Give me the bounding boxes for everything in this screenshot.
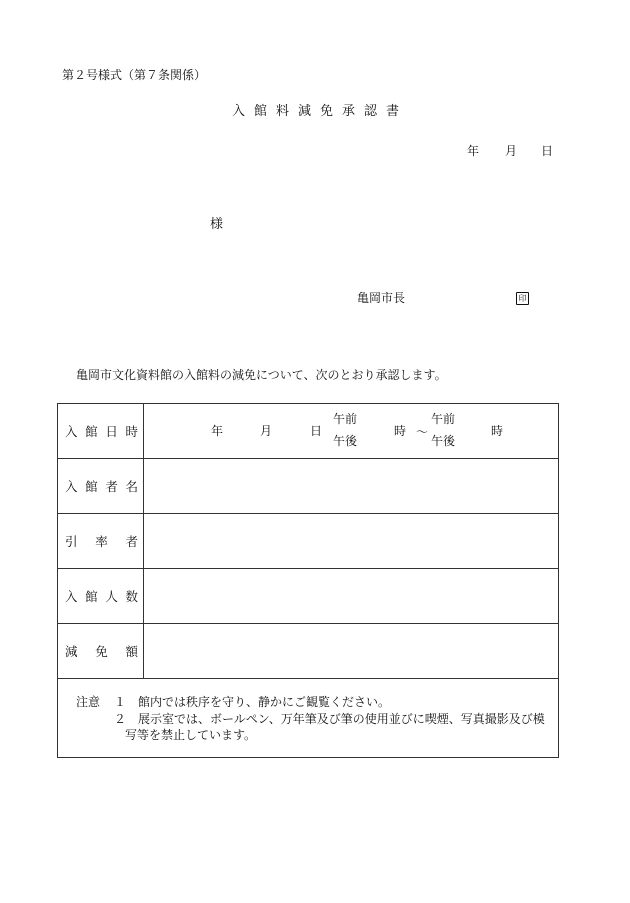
- range-tilde: ～: [416, 425, 429, 439]
- label-char: 日: [105, 424, 118, 439]
- label-char: 入: [65, 424, 78, 439]
- visit-datetime-field[interactable]: [144, 404, 559, 459]
- table-row-leader: [58, 514, 559, 569]
- approval-details-table: [57, 403, 559, 758]
- label-char: 人: [105, 589, 118, 604]
- label-char: 館: [85, 589, 98, 604]
- exemption-amount-field[interactable]: [144, 624, 559, 679]
- note-number: １: [114, 695, 127, 709]
- date-month-unit: 月: [505, 144, 518, 158]
- label-cell: [58, 624, 144, 679]
- approval-statement: 亀岡市文化資料館の入館料の減免について、次のとおり承認します。: [76, 368, 447, 382]
- label-char: 者: [125, 534, 138, 549]
- notes-cell: [58, 679, 559, 758]
- label-cell: [58, 514, 144, 569]
- label-char: 館: [85, 424, 98, 439]
- note-number: ２: [114, 712, 127, 726]
- end-pm-label: 午後: [431, 434, 456, 448]
- note-text: 館内では秩序を守り、静かにご観覧ください。: [138, 695, 391, 709]
- label-char: 数: [125, 589, 138, 604]
- label-char: 率: [95, 534, 108, 549]
- visitor-count-field[interactable]: [144, 569, 559, 624]
- label-char: 引: [65, 534, 78, 549]
- date-year-unit: 年: [467, 144, 480, 158]
- table-row-notes: [58, 679, 559, 758]
- table-row-visitor-count: [58, 569, 559, 624]
- end-am-label: 午前: [431, 412, 456, 426]
- table-row-exemption-amount: [58, 624, 559, 679]
- table-row-visit-datetime: [58, 404, 559, 459]
- label-cell: [58, 459, 144, 514]
- label-char: 入: [65, 479, 78, 494]
- day-unit: 日: [310, 424, 323, 438]
- label-char: 館: [85, 479, 98, 494]
- note-text: 展示室では、ボールペン、万年筆及び筆の使用並びに喫煙、写真撮影及び模: [138, 712, 545, 726]
- label-char: 入: [65, 589, 78, 604]
- visitor-name-field[interactable]: [144, 459, 559, 514]
- start-hour-unit: 時: [394, 424, 407, 438]
- issuer-name: 亀岡市長: [357, 291, 406, 305]
- year-unit: 年: [211, 424, 224, 438]
- table-row-visitor-name: [58, 459, 559, 514]
- label-cell: [58, 569, 144, 624]
- label-char: 額: [125, 644, 138, 659]
- note-text-continuation: 写等を禁止しています。: [125, 728, 257, 742]
- date-day-unit: 日: [541, 144, 554, 158]
- label-cell: [58, 404, 144, 459]
- document-title: 入館料減免承認書: [232, 104, 409, 119]
- recipient-honorific: 様: [210, 217, 224, 232]
- end-hour-unit: 時: [491, 424, 504, 438]
- leader-field[interactable]: [144, 514, 559, 569]
- form-number-label: 第２号様式（第７条関係）: [62, 68, 207, 82]
- seal-stamp: 印: [516, 292, 529, 305]
- notes-heading: 注意: [76, 695, 101, 709]
- label-char: 免: [95, 644, 108, 659]
- label-char: 者: [105, 479, 118, 494]
- label-char: 時: [125, 424, 138, 439]
- label-char: 名: [125, 479, 138, 494]
- start-am-label: 午前: [333, 412, 358, 426]
- label-char: 減: [65, 644, 78, 659]
- month-unit: 月: [260, 424, 273, 438]
- start-pm-label: 午後: [333, 434, 358, 448]
